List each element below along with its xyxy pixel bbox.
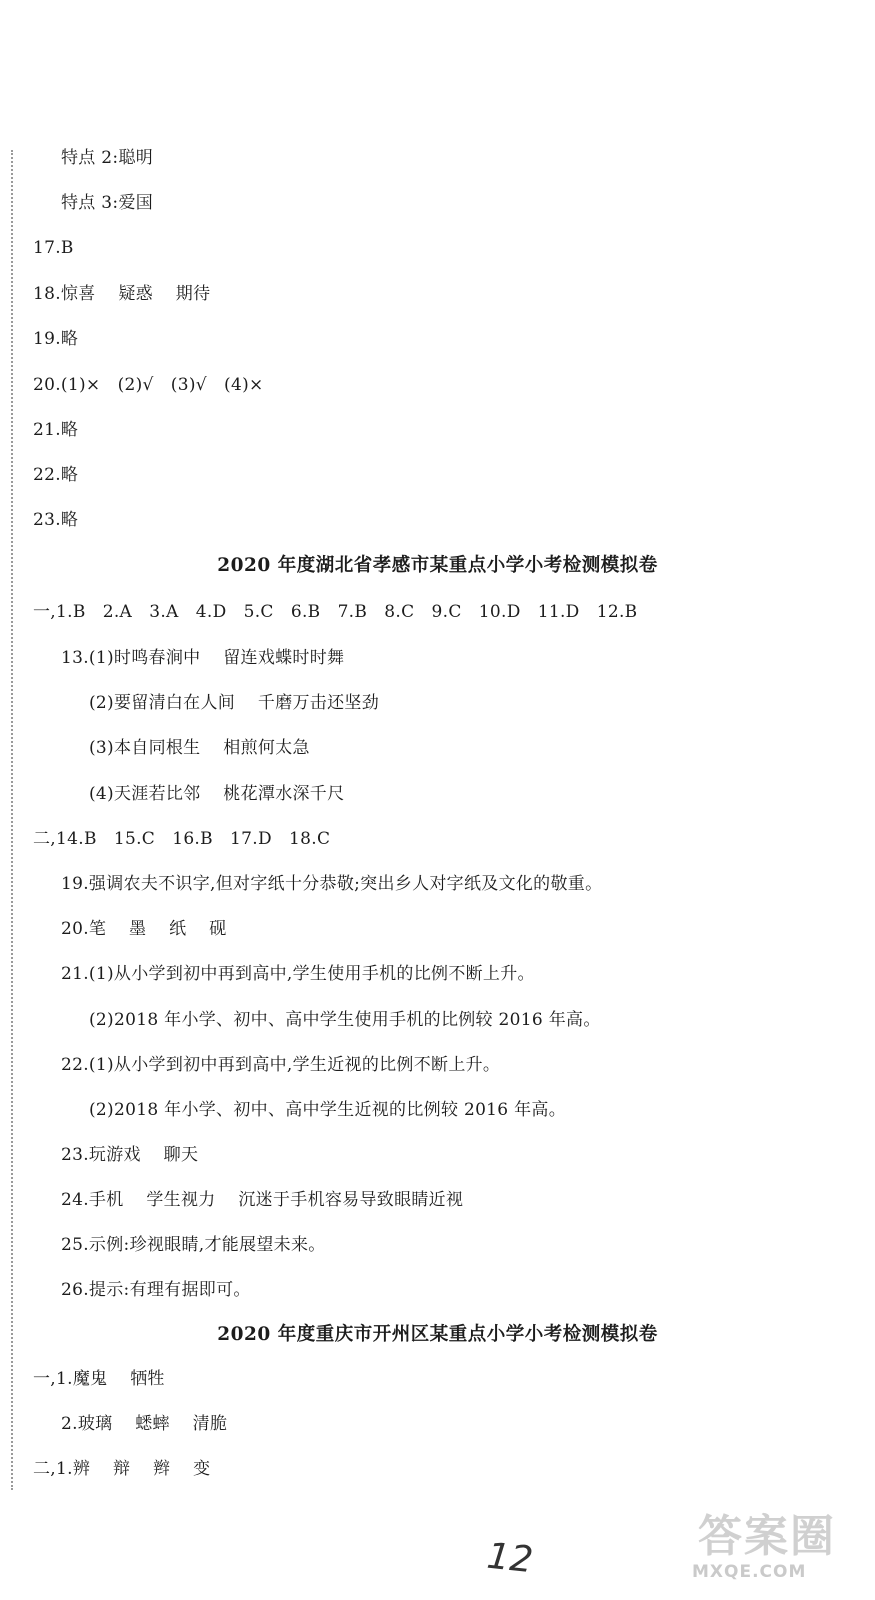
- answer-line: 20.(1)× (2)√ (3)√ (4)×: [33, 375, 264, 395]
- watermark-logo: [690, 1500, 860, 1592]
- answer-line: 21.略: [33, 420, 79, 440]
- handwritten-page-number: 12: [484, 1535, 535, 1582]
- answer-line: (3)本自同根生 相煎何太急: [89, 738, 310, 758]
- answer-line: 21.(1)从小学到初中再到高中,学生使用手机的比例不断上升。: [61, 964, 535, 984]
- answer-line: 特点 2:聪明: [61, 148, 154, 168]
- answer-line: 25.示例:珍视眼睛,才能展望未来。: [61, 1235, 326, 1255]
- section-heading-chongqing: 2020 年度重庆市开州区某重点小学小考检测模拟卷: [217, 1324, 658, 1345]
- answer-line: 22.略: [33, 465, 79, 485]
- section-heading-hubei: 2020 年度湖北省孝感市某重点小学小考检测模拟卷: [217, 555, 658, 576]
- answer-line: (4)天涯若比邻 桃花潭水深千尺: [89, 784, 345, 804]
- answer-line: 一,1.B 2.A 3.A 4.D 5.C 6.B 7.B 8.C 9.C 10.D 11.D 12.B: [33, 602, 638, 622]
- answer-line: (2)2018 年小学、初中、高中学生使用手机的比例较 2016 年高。: [89, 1010, 601, 1030]
- answer-line: 二,14.B 15.C 16.B 17.D 18.C: [33, 829, 331, 849]
- answer-line: 24.手机 学生视力 沉迷于手机容易导致眼睛近视: [61, 1190, 464, 1210]
- answer-line: (2)要留清白在人间 千磨万击还坚劲: [89, 693, 379, 713]
- answer-line: 一,1.魔鬼 牺牲: [33, 1369, 165, 1389]
- answer-line: 特点 3:爱国: [61, 193, 154, 213]
- watermark-url: MXQE.COM: [692, 1562, 807, 1582]
- answer-line: 17.B: [33, 238, 74, 258]
- answer-line: (2)2018 年小学、初中、高中学生近视的比例较 2016 年高。: [89, 1100, 567, 1120]
- answer-line: 20.笔 墨 纸 砚: [61, 919, 227, 939]
- answer-line: 18.惊喜 疑惑 期待: [33, 284, 211, 304]
- answer-line: 26.提示:有理有据即可。: [61, 1280, 251, 1300]
- answer-line: 22.(1)从小学到初中再到高中,学生近视的比例不断上升。: [61, 1055, 501, 1075]
- answer-line: 23.玩游戏 聊天: [61, 1145, 199, 1165]
- answer-line: 23.略: [33, 510, 79, 530]
- answer-line: 19.强调农夫不识字,但对字纸十分恭敬;突出乡人对字纸及文化的敬重。: [61, 874, 603, 894]
- answer-line: 二,1.辨 辩 辫 变: [33, 1459, 211, 1479]
- answer-line: 13.(1)时鸣春涧中 留连戏蝶时时舞: [61, 648, 345, 668]
- answer-line: 2.玻璃 蟋蟀 清脆: [61, 1414, 228, 1434]
- watermark-word: 答案圈: [698, 1511, 836, 1562]
- answer-line: 19.略: [33, 329, 79, 349]
- binding-margin-rule: [11, 150, 13, 1490]
